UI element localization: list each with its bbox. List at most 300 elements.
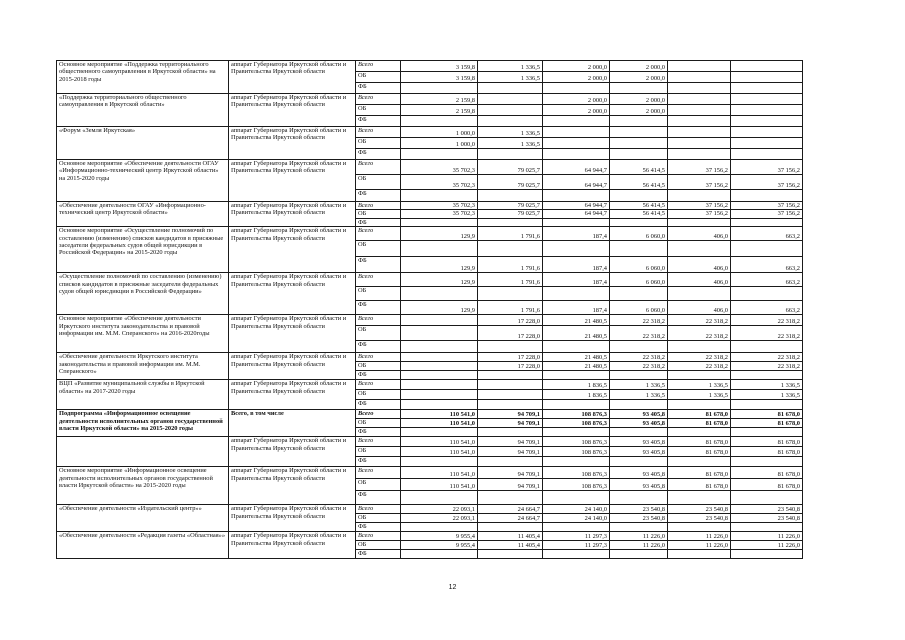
amount-cell bbox=[731, 523, 803, 532]
amount-cell: 64 944,7 bbox=[543, 210, 610, 218]
amount-cell bbox=[401, 241, 478, 257]
table-row bbox=[57, 94, 803, 105]
funding-source-cell: ФБ bbox=[356, 428, 401, 437]
amount-cell bbox=[401, 287, 478, 301]
funding-source-cell: ФБ bbox=[356, 301, 401, 315]
amount-cell bbox=[668, 94, 731, 105]
amount-cell: 81 678,0 bbox=[731, 447, 803, 457]
amount-cell: 23 540,8 bbox=[668, 505, 731, 514]
amount-cell: 1 336,5 bbox=[610, 390, 668, 400]
amount-cell bbox=[610, 341, 668, 353]
amount-cell bbox=[610, 457, 668, 467]
amount-cell bbox=[668, 190, 731, 202]
amount-cell bbox=[668, 61, 731, 72]
program-name-cell: «Обеспечение деятельности Иркутского института законодательства и правовой информации им. М.М. Сперанского» bbox=[57, 353, 229, 380]
amount-cell: 9 955,4 bbox=[401, 532, 478, 541]
amount-cell bbox=[478, 83, 543, 94]
amount-cell: 56 414,5 bbox=[610, 160, 668, 175]
amount-cell bbox=[401, 523, 478, 532]
amount-cell: 21 480,5 bbox=[543, 353, 610, 362]
amount-cell bbox=[478, 287, 543, 301]
executor-cell: аппарат Губернатора Иркутской области и Правительства Иркутской области bbox=[229, 532, 356, 559]
amount-cell: 6 060,0 bbox=[610, 257, 668, 273]
amount-cell: 23 540,8 bbox=[610, 514, 668, 523]
amount-cell bbox=[401, 326, 478, 341]
program-name-cell bbox=[57, 437, 229, 467]
table-row bbox=[57, 127, 803, 138]
amount-cell bbox=[610, 149, 668, 160]
amount-cell bbox=[478, 190, 543, 202]
table-row bbox=[57, 437, 803, 447]
amount-cell: 11 226,0 bbox=[731, 532, 803, 541]
amount-cell: 93 405,8 bbox=[610, 447, 668, 457]
amount-cell bbox=[543, 149, 610, 160]
program-name-cell: Основное мероприятие «Обеспечение деятельности Иркутского института законодательства и правовой информации им. М.М. Сперанского» на 2016-2020годы bbox=[57, 315, 229, 353]
funding-source-cell: Всего bbox=[356, 410, 401, 419]
amount-cell: 2 000,0 bbox=[610, 72, 668, 83]
amount-cell: 81 678,0 bbox=[668, 410, 731, 419]
amount-cell: 22 318,2 bbox=[610, 362, 668, 371]
executor-cell: аппарат Губернатора Иркутской области и Правительства Иркутской области bbox=[229, 202, 356, 227]
amount-cell bbox=[668, 491, 731, 505]
program-name-cell: «Обеспечение деятельности «Редакция газеты «Областная»» bbox=[57, 532, 229, 559]
funding-source-cell: ОБ bbox=[356, 362, 401, 371]
funding-source-cell: Всего bbox=[356, 127, 401, 138]
funding-source-cell: Всего bbox=[356, 94, 401, 105]
amount-cell: 64 944,7 bbox=[543, 202, 610, 210]
executor-cell: аппарат Губернатора Иркутской области и Правительства Иркутской области bbox=[229, 227, 356, 273]
amount-cell bbox=[668, 105, 731, 116]
amount-cell bbox=[543, 287, 610, 301]
amount-cell: 35 702,3 bbox=[401, 210, 478, 218]
amount-cell: 108 876,3 bbox=[543, 437, 610, 447]
amount-cell: 406,0 bbox=[668, 227, 731, 241]
amount-cell: 110 541,0 bbox=[401, 447, 478, 457]
amount-cell: 94 709,1 bbox=[478, 447, 543, 457]
program-name-cell: Основное мероприятие «Поддержка территориального общественного самоуправления в Иркутской области» на 2015-2018 годы bbox=[57, 61, 229, 94]
amount-cell: 1 336,5 bbox=[731, 390, 803, 400]
funding-source-cell: ФБ bbox=[356, 149, 401, 160]
amount-cell: 406,0 bbox=[668, 301, 731, 315]
amount-cell: 6 060,0 bbox=[610, 273, 668, 287]
amount-cell: 93 405,8 bbox=[610, 467, 668, 479]
amount-cell: 11 226,0 bbox=[668, 541, 731, 550]
amount-cell bbox=[731, 138, 803, 149]
amount-cell: 22 318,2 bbox=[668, 353, 731, 362]
table-row bbox=[57, 160, 803, 175]
amount-cell bbox=[543, 116, 610, 127]
executor-cell: аппарат Губернатора Иркутской области и Правительства Иркутской области bbox=[229, 315, 356, 353]
budget-table bbox=[56, 60, 803, 559]
amount-cell: 1 000,0 bbox=[401, 138, 478, 149]
amount-cell bbox=[610, 428, 668, 437]
amount-cell: 1 836,5 bbox=[543, 390, 610, 400]
amount-cell bbox=[478, 457, 543, 467]
amount-cell: 2 000,0 bbox=[543, 94, 610, 105]
funding-source-cell: Всего bbox=[356, 532, 401, 541]
funding-source-cell: ФБ bbox=[356, 257, 401, 273]
amount-cell: 24 664,7 bbox=[478, 514, 543, 523]
amount-cell: 37 156,2 bbox=[731, 202, 803, 210]
funding-source-cell: ОБ bbox=[356, 541, 401, 550]
amount-cell: 1 791,6 bbox=[478, 273, 543, 287]
funding-source-cell: ОБ bbox=[356, 210, 401, 218]
program-name-cell: «Обеспечение деятельности ОГАУ «Информационно-технический центр Иркутской области» bbox=[57, 202, 229, 227]
amount-cell bbox=[668, 116, 731, 127]
amount-cell: 37 156,2 bbox=[668, 175, 731, 190]
amount-cell: 2 159,8 bbox=[401, 94, 478, 105]
amount-cell: 81 678,0 bbox=[668, 447, 731, 457]
amount-cell: 22 318,2 bbox=[668, 362, 731, 371]
amount-cell: 64 944,7 bbox=[543, 160, 610, 175]
amount-cell: 81 678,0 bbox=[668, 467, 731, 479]
program-name-cell: Основное мероприятие «Обеспечение деятельности ОГАУ «Информационно-технический центр Иркутской области» на 2015-2020 годы bbox=[57, 160, 229, 202]
amount-cell: 108 876,3 bbox=[543, 479, 610, 491]
amount-cell: 110 541,0 bbox=[401, 437, 478, 447]
amount-cell bbox=[543, 428, 610, 437]
amount-cell: 22 093,1 bbox=[401, 505, 478, 514]
amount-cell bbox=[731, 83, 803, 94]
amount-cell bbox=[731, 105, 803, 116]
funding-source-cell: Всего bbox=[356, 353, 401, 362]
funding-source-cell: ФБ bbox=[356, 116, 401, 127]
funding-source-cell: Всего bbox=[356, 380, 401, 390]
amount-cell: 110 541,0 bbox=[401, 479, 478, 491]
amount-cell: 11 297,3 bbox=[543, 532, 610, 541]
amount-cell: 94 709,1 bbox=[478, 467, 543, 479]
amount-cell: 1 336,5 bbox=[478, 138, 543, 149]
amount-cell: 2 159,8 bbox=[401, 105, 478, 116]
amount-cell bbox=[401, 341, 478, 353]
amount-cell bbox=[610, 127, 668, 138]
amount-cell bbox=[401, 390, 478, 400]
amount-cell: 37 156,2 bbox=[731, 175, 803, 190]
amount-cell: 1 336,5 bbox=[478, 61, 543, 72]
funding-source-cell: ФБ bbox=[356, 83, 401, 94]
amount-cell bbox=[668, 127, 731, 138]
amount-cell bbox=[668, 287, 731, 301]
executor-cell: аппарат Губернатора Иркутской области и Правительства Иркутской области bbox=[229, 273, 356, 315]
funding-source-cell: ФБ bbox=[356, 218, 401, 226]
executor-cell: аппарат Губернатора Иркутской области и Правительства Иркутской области bbox=[229, 94, 356, 127]
amount-cell: 187,4 bbox=[543, 273, 610, 287]
budget-table-body bbox=[57, 61, 803, 559]
table-row bbox=[57, 380, 803, 390]
funding-source-cell: Всего bbox=[356, 467, 401, 479]
amount-cell bbox=[543, 127, 610, 138]
executor-cell: аппарат Губернатора Иркутской области и Правительства Иркутской области bbox=[229, 61, 356, 94]
amount-cell bbox=[731, 287, 803, 301]
amount-cell bbox=[731, 190, 803, 202]
amount-cell bbox=[668, 138, 731, 149]
amount-cell: 93 405,8 bbox=[610, 410, 668, 419]
amount-cell: 129,9 bbox=[401, 301, 478, 315]
amount-cell: 22 318,2 bbox=[610, 326, 668, 341]
amount-cell bbox=[543, 190, 610, 202]
amount-cell: 81 678,0 bbox=[668, 437, 731, 447]
amount-cell bbox=[478, 428, 543, 437]
amount-cell: 1 336,5 bbox=[731, 380, 803, 390]
amount-cell: 81 678,0 bbox=[668, 419, 731, 428]
program-name-cell: «Форум «Земля Иркутская» bbox=[57, 127, 229, 160]
funding-source-cell: ОБ bbox=[356, 105, 401, 116]
amount-cell bbox=[731, 400, 803, 410]
amount-cell bbox=[731, 218, 803, 226]
amount-cell bbox=[478, 371, 543, 380]
amount-cell bbox=[401, 400, 478, 410]
amount-cell: 3 159,8 bbox=[401, 72, 478, 83]
amount-cell: 37 156,2 bbox=[731, 210, 803, 218]
amount-cell: 23 540,8 bbox=[731, 514, 803, 523]
amount-cell bbox=[401, 116, 478, 127]
amount-cell bbox=[731, 149, 803, 160]
amount-cell: 22 318,2 bbox=[731, 326, 803, 341]
amount-cell: 1 336,5 bbox=[668, 380, 731, 390]
program-name-cell: Подпрограмма «Информационное освещение деятельности исполнительных органов государственной власти Иркутской области» на 2015-2020 годы bbox=[57, 410, 229, 437]
amount-cell bbox=[478, 105, 543, 116]
amount-cell: 21 480,5 bbox=[543, 326, 610, 341]
budget-table-sheet bbox=[56, 60, 803, 559]
amount-cell bbox=[543, 371, 610, 380]
amount-cell: 35 702,3 bbox=[401, 160, 478, 175]
amount-cell: 663,2 bbox=[731, 227, 803, 241]
amount-cell bbox=[401, 380, 478, 390]
amount-cell bbox=[731, 61, 803, 72]
amount-cell: 406,0 bbox=[668, 257, 731, 273]
amount-cell bbox=[543, 83, 610, 94]
amount-cell: 129,9 bbox=[401, 227, 478, 241]
table-row bbox=[57, 505, 803, 514]
amount-cell: 11 405,4 bbox=[478, 532, 543, 541]
amount-cell: 22 318,2 bbox=[668, 326, 731, 341]
amount-cell: 663,2 bbox=[731, 257, 803, 273]
amount-cell: 1 791,6 bbox=[478, 301, 543, 315]
amount-cell: 37 156,2 bbox=[731, 160, 803, 175]
amount-cell bbox=[731, 127, 803, 138]
amount-cell: 3 159,8 bbox=[401, 61, 478, 72]
funding-source-cell: Всего bbox=[356, 505, 401, 514]
amount-cell bbox=[401, 457, 478, 467]
amount-cell bbox=[478, 149, 543, 160]
amount-cell: 110 541,0 bbox=[401, 467, 478, 479]
funding-source-cell: Всего bbox=[356, 160, 401, 175]
amount-cell bbox=[610, 116, 668, 127]
amount-cell: 2 000,0 bbox=[543, 72, 610, 83]
funding-source-cell: ОБ bbox=[356, 447, 401, 457]
amount-cell: 93 405,8 bbox=[610, 419, 668, 428]
amount-cell: 11 226,0 bbox=[731, 541, 803, 550]
amount-cell bbox=[610, 218, 668, 226]
funding-source-cell: Всего bbox=[356, 227, 401, 241]
amount-cell: 406,0 bbox=[668, 273, 731, 287]
amount-cell bbox=[668, 341, 731, 353]
amount-cell bbox=[610, 491, 668, 505]
amount-cell: 81 678,0 bbox=[731, 467, 803, 479]
amount-cell bbox=[610, 400, 668, 410]
funding-source-cell: ОБ bbox=[356, 514, 401, 523]
amount-cell bbox=[731, 550, 803, 559]
amount-cell bbox=[478, 523, 543, 532]
amount-cell: 17 228,0 bbox=[478, 353, 543, 362]
amount-cell bbox=[401, 149, 478, 160]
amount-cell bbox=[478, 218, 543, 226]
table-row bbox=[57, 353, 803, 362]
amount-cell bbox=[543, 550, 610, 559]
amount-cell bbox=[668, 83, 731, 94]
amount-cell bbox=[543, 241, 610, 257]
amount-cell: 663,2 bbox=[731, 301, 803, 315]
executor-cell: аппарат Губернатора Иркутской области и Правительства Иркутской области bbox=[229, 353, 356, 380]
funding-source-cell: ФБ bbox=[356, 371, 401, 380]
funding-source-cell: Всего bbox=[356, 61, 401, 72]
amount-cell: 94 709,1 bbox=[478, 437, 543, 447]
amount-cell bbox=[610, 241, 668, 257]
amount-cell: 81 678,0 bbox=[731, 419, 803, 428]
amount-cell: 1 336,5 bbox=[610, 380, 668, 390]
funding-source-cell: ФБ bbox=[356, 457, 401, 467]
amount-cell bbox=[668, 218, 731, 226]
amount-cell bbox=[401, 362, 478, 371]
amount-cell: 1 000,0 bbox=[401, 127, 478, 138]
amount-cell bbox=[731, 341, 803, 353]
amount-cell: 94 709,1 bbox=[478, 410, 543, 419]
amount-cell bbox=[731, 491, 803, 505]
amount-cell: 663,2 bbox=[731, 273, 803, 287]
amount-cell bbox=[478, 491, 543, 505]
amount-cell: 6 060,0 bbox=[610, 301, 668, 315]
amount-cell: 93 405,8 bbox=[610, 437, 668, 447]
amount-cell bbox=[668, 550, 731, 559]
amount-cell bbox=[478, 390, 543, 400]
amount-cell: 6 060,0 bbox=[610, 227, 668, 241]
amount-cell bbox=[543, 138, 610, 149]
amount-cell: 1 836,5 bbox=[543, 380, 610, 390]
amount-cell: 22 318,2 bbox=[731, 362, 803, 371]
amount-cell: 187,4 bbox=[543, 257, 610, 273]
amount-cell bbox=[610, 550, 668, 559]
funding-source-cell: ОБ bbox=[356, 138, 401, 149]
amount-cell: 2 000,0 bbox=[543, 105, 610, 116]
amount-cell bbox=[401, 218, 478, 226]
amount-cell: 11 226,0 bbox=[610, 532, 668, 541]
amount-cell bbox=[543, 218, 610, 226]
table-row bbox=[57, 532, 803, 541]
amount-cell: 2 000,0 bbox=[610, 105, 668, 116]
program-name-cell: Основное мероприятие «Информационное освещение деятельности исполнительных органов государственной власти Иркутской области» на 2015-2020 годы bbox=[57, 467, 229, 505]
amount-cell: 21 480,5 bbox=[543, 315, 610, 326]
amount-cell: 81 678,0 bbox=[731, 479, 803, 491]
amount-cell: 56 414,5 bbox=[610, 202, 668, 210]
funding-source-cell: ОБ bbox=[356, 419, 401, 428]
amount-cell bbox=[543, 491, 610, 505]
amount-cell: 1 336,5 bbox=[478, 72, 543, 83]
amount-cell: 23 540,8 bbox=[610, 505, 668, 514]
amount-cell: 23 540,8 bbox=[731, 505, 803, 514]
amount-cell: 56 414,5 bbox=[610, 175, 668, 190]
amount-cell: 11 297,3 bbox=[543, 541, 610, 550]
amount-cell bbox=[478, 341, 543, 353]
amount-cell bbox=[610, 523, 668, 532]
amount-cell bbox=[610, 287, 668, 301]
amount-cell: 17 228,0 bbox=[478, 315, 543, 326]
amount-cell: 94 709,1 bbox=[478, 419, 543, 428]
amount-cell: 1 336,5 bbox=[478, 127, 543, 138]
amount-cell: 64 944,7 bbox=[543, 175, 610, 190]
amount-cell: 22 093,1 bbox=[401, 514, 478, 523]
amount-cell bbox=[478, 550, 543, 559]
amount-cell: 37 156,2 bbox=[668, 210, 731, 218]
amount-cell: 9 955,4 bbox=[401, 541, 478, 550]
funding-source-cell: ФБ bbox=[356, 550, 401, 559]
amount-cell: 108 876,3 bbox=[543, 410, 610, 419]
amount-cell bbox=[731, 457, 803, 467]
amount-cell: 108 876,3 bbox=[543, 419, 610, 428]
executor-cell: аппарат Губернатора Иркутской области и Правительства Иркутской области bbox=[229, 160, 356, 202]
amount-cell bbox=[478, 116, 543, 127]
program-name-cell: «Обеспечение деятельности «Издательский центр»» bbox=[57, 505, 229, 532]
executor-cell: аппарат Губернатора Иркутской области и Правительства Иркутской области bbox=[229, 505, 356, 532]
funding-source-cell: ФБ bbox=[356, 400, 401, 410]
funding-source-cell: ОБ bbox=[356, 479, 401, 491]
amount-cell bbox=[478, 241, 543, 257]
amount-cell bbox=[731, 428, 803, 437]
amount-cell bbox=[401, 371, 478, 380]
amount-cell bbox=[668, 371, 731, 380]
amount-cell: 108 876,3 bbox=[543, 447, 610, 457]
amount-cell: 129,9 bbox=[401, 273, 478, 287]
amount-cell: 81 678,0 bbox=[668, 479, 731, 491]
amount-cell bbox=[401, 353, 478, 362]
funding-source-cell: ОБ bbox=[356, 326, 401, 341]
amount-cell bbox=[401, 315, 478, 326]
amount-cell: 108 876,3 bbox=[543, 467, 610, 479]
funding-source-cell: ФБ bbox=[356, 491, 401, 505]
amount-cell: 11 226,0 bbox=[610, 541, 668, 550]
amount-cell: 1 791,6 bbox=[478, 227, 543, 241]
amount-cell bbox=[668, 523, 731, 532]
amount-cell bbox=[731, 116, 803, 127]
amount-cell: 110 541,0 bbox=[401, 410, 478, 419]
amount-cell bbox=[543, 523, 610, 532]
amount-cell: 11 226,0 bbox=[668, 532, 731, 541]
table-row bbox=[57, 315, 803, 326]
amount-cell: 22 318,2 bbox=[731, 353, 803, 362]
funding-source-cell: Всего bbox=[356, 202, 401, 210]
program-name-cell: «Поддержка территориального общественного самоуправления в Иркутской области» bbox=[57, 94, 229, 127]
amount-cell: 37 156,2 bbox=[668, 202, 731, 210]
amount-cell: 35 702,3 bbox=[401, 202, 478, 210]
amount-cell: 2 000,0 bbox=[610, 94, 668, 105]
funding-source-cell: ФБ bbox=[356, 190, 401, 202]
funding-source-cell: ОБ bbox=[356, 287, 401, 301]
amount-cell bbox=[543, 400, 610, 410]
table-row bbox=[57, 273, 803, 287]
table-row bbox=[57, 202, 803, 210]
program-name-cell: ВЦП «Развитие муниципальной службы в Иркутской области» на 2017-2020 годы bbox=[57, 380, 229, 410]
amount-cell: 79 025,7 bbox=[478, 160, 543, 175]
amount-cell: 24 140,0 bbox=[543, 505, 610, 514]
amount-cell: 81 678,0 bbox=[731, 410, 803, 419]
table-row bbox=[57, 227, 803, 241]
funding-source-cell: ОБ bbox=[356, 241, 401, 257]
amount-cell bbox=[731, 94, 803, 105]
amount-cell bbox=[478, 400, 543, 410]
amount-cell: 79 025,7 bbox=[478, 210, 543, 218]
amount-cell bbox=[401, 428, 478, 437]
amount-cell bbox=[401, 190, 478, 202]
funding-source-cell: ФБ bbox=[356, 523, 401, 532]
executor-cell: аппарат Губернатора Иркутской области и Правительства Иркутской области bbox=[229, 127, 356, 160]
